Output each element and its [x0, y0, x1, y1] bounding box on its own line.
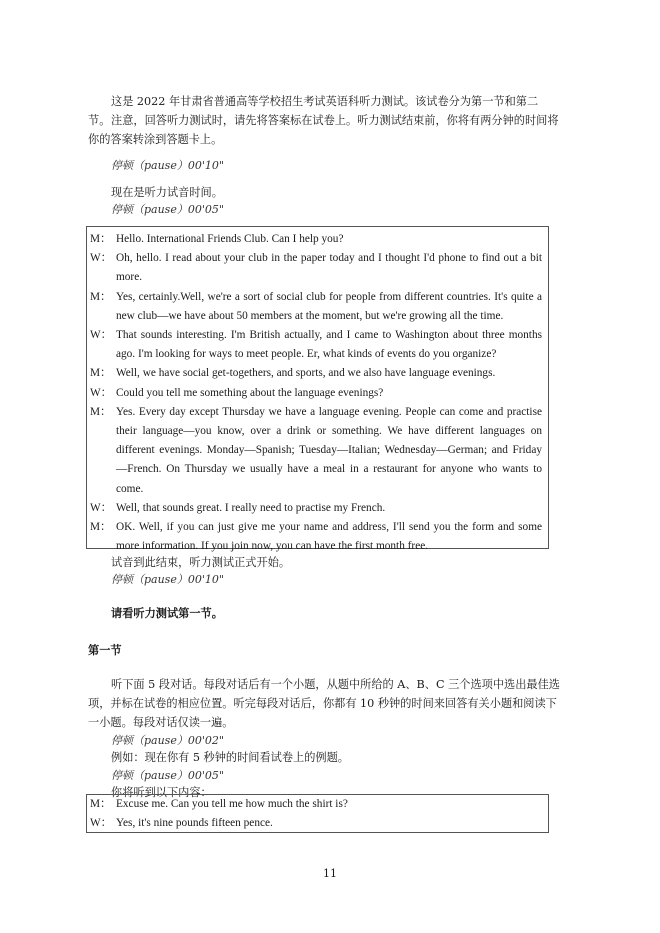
page-number: 11: [323, 867, 337, 880]
dialogue-text: Yes, it's nine pounds fifteen pence.: [116, 817, 273, 830]
section-prompt: 请看听力测试第一节。: [111, 606, 223, 620]
dialogue-line: [87, 326, 548, 364]
pause-note-3: 停顿（pause）00'10": [111, 573, 224, 586]
intro-text: 这是 2022 年甘肃省普通高等学校招生考试英语科听力测试。该试卷分为第一节和第二节。: [88, 95, 539, 127]
dialogue-text: Could you tell me something about the language evenings?: [116, 386, 384, 399]
instructions-text: 听下面 5 段对话。每段对话后有一个小题，从题中所给的 A、B、C 三个选项中选出最佳选项，并标在试卷的相应位置。听完每段对话后，你都有 10 秒钟的时间来回答有关小题和阅读下一小题。每段对话仅读一遍。: [88, 678, 560, 729]
trial-start-text: 现在是听力试音时间。: [111, 186, 223, 199]
dialogue-text: Excuse me. Can you tell me how much the shirt is?: [116, 798, 348, 810]
speaker-label: W：: [90, 386, 112, 399]
dialogue-line: [87, 499, 548, 518]
speaker-label: W：: [90, 252, 112, 265]
dialogue-line: [87, 795, 548, 814]
dialogue-text: Well, we have social get-togethers, and sports, and we also have language evenings.: [116, 367, 496, 380]
dialogue-line: [87, 288, 548, 326]
you-will-hear-text: 你将听到以下内容：: [111, 786, 212, 799]
dialogue-text: That sounds interesting. I'm British actually, and I came to Washington about three months ago. I'm looking for ways to meet people. Er, what kinds of events do you organize?: [116, 329, 542, 361]
speaker-label: M：: [90, 798, 112, 810]
section-instructions: [88, 675, 560, 732]
speaker-label: W：: [90, 329, 112, 342]
speaker-label: W：: [90, 817, 112, 830]
speaker-label: M：: [90, 367, 112, 380]
speaker-label: W：: [90, 501, 112, 514]
speaker-label: M：: [90, 405, 112, 418]
pause-note-5: 停顿（pause）00'05": [111, 769, 224, 782]
speaker-label: M：: [90, 521, 112, 534]
speaker-label: M：: [90, 233, 112, 245]
dialogue-line: [87, 384, 548, 403]
example-dialogue-box: [86, 794, 549, 833]
dialogue-line: [87, 230, 548, 249]
example-intro-text: 例如：现在你有 5 秒钟的时间看试卷上的例题。: [111, 751, 349, 764]
pause-note-4: 停顿（pause）00'02": [111, 734, 224, 747]
dialogue-text: OK. Well, if you can just give me your name and address, I'll send you the form and some more information. If you join now, you can have the first month free.: [116, 521, 542, 553]
notice-paragraph: [88, 111, 560, 149]
dialogue-line: [87, 814, 548, 833]
dialogue-text: Hello. International Friends Club. Can I help you?: [116, 233, 344, 245]
dialogue-text: Yes, certainly.Well, we're a sort of social club for people from different countries. It's quite a new club—we have about 50 members at the moment, but we're growing all the time.: [116, 290, 542, 322]
section-heading: 第一节: [88, 643, 122, 657]
dialogue-text: Yes. Every day except Thursday we have a language evening. People can come and practise their language—you know, over a drink or something. We have different languages on different evenings. Monday—Spanish; Tuesday—Italian; Wednesday—German; and Friday—French. On Thursday we usually have a meal in a restaurant for anyone who wants to come.: [116, 405, 542, 495]
dialogue-line: [87, 364, 548, 383]
dialogue-text: Oh, hello. I read about your club in the paper today and I thought I'd phone to find out a bit more.: [116, 252, 542, 284]
trial-dialogue-box: [86, 226, 549, 553]
dialogue-line: [87, 249, 548, 287]
pause-note-1: 停顿（pause）00'10": [111, 159, 224, 172]
notice-text: 注意，回答听力测试时，请先将答案标在试卷上。听力测试结束前，你将有两分钟的时间将你的答案转涂到答题卡上。: [88, 114, 559, 146]
pause-note-2: 停顿（pause）00'05": [111, 203, 224, 216]
dialogue-line: [87, 403, 548, 499]
dialogue-line: [87, 518, 548, 556]
speaker-label: M：: [90, 290, 112, 303]
trial-end-text: 试音到此结束，听力测试正式开始。: [111, 556, 291, 569]
dialogue-text: Well, that sounds great. I really need to practise my French.: [116, 501, 386, 514]
